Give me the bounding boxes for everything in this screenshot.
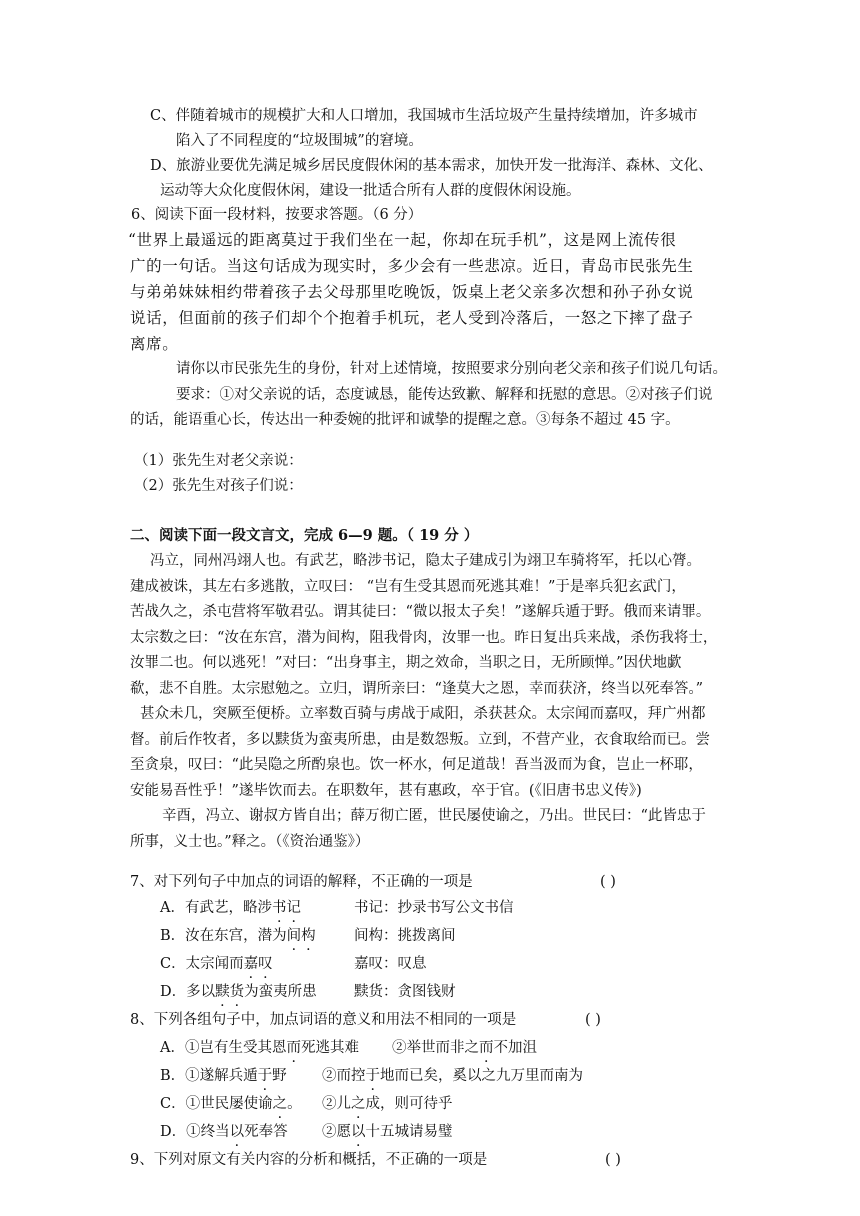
q7-option-a-explanation: 书记：抄录书写公文书信 — [354, 900, 514, 916]
q9-answer-paren: ( ) — [605, 1152, 621, 1168]
q8-option-d: D．①终当以死奉答 — [160, 1124, 288, 1140]
q8-title: 8、下列各组句子中，加点词语的意义和用法不相同的一项是 — [130, 1012, 517, 1028]
q6-material-line: “世界上最遥远的距离莫过于我们坐在一起，你却在玩手机”，这是网上流传很 — [128, 231, 677, 249]
classical-text-line: 冯立，同州冯翊人也。有武艺，略涉书记，隐太子建成引为翊卫车骑将军，托以心膂。 — [150, 553, 701, 569]
q8-option-b: B．①遂解兵遁于野 — [160, 1068, 287, 1084]
classical-text-line: 甚众未几，突厥至便桥。立率数百骑与虏战于咸阳，杀获甚众。太宗闻而嘉叹，拜广州都 — [140, 706, 706, 722]
classical-text-line: 苦战久之，杀屯营将军敬君弘。谓其徒曰：“微以报太子矣！”遂解兵遁于野。俄而来请罪。 — [130, 604, 711, 620]
dotted-char: 叹 — [258, 956, 273, 972]
section-2-title: 二、阅读下面一段文言文，完成 6—9 题。（ 19 分 ） — [130, 527, 479, 544]
q6-material-line: 广的一句话。当这句话成为现实时，多少会有一些悲凉。近日，青岛市民张先生 — [130, 257, 694, 275]
q6-answer-1-label: （1）张先生对老父亲说： — [134, 453, 303, 469]
q6-material-line: 说话，但面前的孩子们却个个抱着手机玩，老人受到冷落后，一怒之下摔了盘子 — [130, 309, 694, 327]
classical-text-line: 安能易吾性乎！”遂毕饮而去。在职数年，甚有惠政，卒于官。(《旧唐书忠义传》) — [130, 783, 642, 799]
classical-text-line: 至贪泉，叹曰：“此吴隐之所酌泉也。饮一杯水，何足道哉！吾当汲而为食，岂止一杯耶， — [130, 757, 703, 773]
q7-title: 7、对下列句子中加点的词语的解释，不正确的一项是 — [130, 874, 473, 890]
dotted-char: 黩 — [215, 984, 230, 1000]
q7-option-a: A．有武艺，略涉书记 — [160, 900, 301, 916]
q7-option-b-explanation: 间构：挑拨离间 — [354, 928, 456, 944]
classical-text-line: 督。前后作牧者，多以黩货为蛮夷所患，由是数怨叛。立到，不营产业，衣食取给而已。尝 — [130, 732, 710, 748]
dotted-char: 嘉 — [243, 956, 259, 972]
q7-option-d-explanation: 黩货：贪图钱财 — [354, 984, 456, 1000]
classical-text-line: 汝罪二也。何以逃死！”对曰：“出身事主，期之效命，当职之日，无所顾惮。”因伏地歔 — [130, 655, 682, 671]
dotted-char: 书 — [271, 900, 287, 916]
q6-material-line: 与弟弟妹妹相约带着孩子去父母那里吃晚饭，饭桌上老父亲多次想和孙子孙女说 — [130, 283, 694, 301]
q8-option-d-second: ②愿以十五城请易璧 — [322, 1124, 453, 1140]
q8-answer-paren: ( ) — [585, 1012, 601, 1028]
q8-option-a-second: ②举世而非之而不加沮 — [392, 1040, 537, 1056]
dotted-char: 构 — [301, 928, 316, 944]
q8-option-b-second: ②而控于地而已矣，奚以之九万里而南为 — [322, 1068, 583, 1084]
q6-title: 6、阅读下面一段材料，按要求答题。（6 分） — [131, 207, 423, 223]
q9-title: 9、下列对原文有关内容的分析和概括，不正确的一项是 — [130, 1152, 488, 1168]
q7-option-c: C．太宗闻而嘉叹 — [160, 956, 273, 972]
q8-option-c-second: ②儿之成，则可待乎 — [322, 1096, 453, 1112]
dotted-char: 以 — [229, 1124, 245, 1140]
dotted-char: 货 — [229, 984, 245, 1000]
dotted-char: 于 — [365, 1068, 380, 1084]
classical-text-line: 太宗数之曰：“汝在东宫，潜为间构，阻我骨肉，汝罪一也。昨日复出兵来战，杀伤我将士， — [130, 630, 718, 646]
q7-option-c-explanation: 嘉叹：叹息 — [354, 956, 427, 972]
classical-text-line: 欷，悲不自胜。太宗慰勉之。立归，谓所亲曰：“逢莫大之恩，幸而获济，终当以死奉答。” — [130, 681, 704, 697]
q6-instruction: 请你以市民张先生的身份，针对上述情境，按照要求分别向老父亲和孩子们说几句话。 — [176, 361, 727, 377]
option-d-line1: D、旅游业要优先满足城乡居民度假休闲的基本需求，加快开发一批海洋、森林、文化、 — [150, 158, 713, 174]
classical-text-line: 建成被诛，其左右多逃散，立叹曰： “岂有生受其恩而死逃其难！”于是率兵犯玄武门， — [130, 579, 686, 595]
q6-answer-2-label: （2）张先生对孩子们说： — [134, 478, 303, 494]
q7-option-b: B．汝在东宫，潜为间构 — [160, 928, 316, 944]
dotted-char: 而 — [479, 1040, 494, 1056]
classical-text-line: 辛酉，冯立、谢叔方皆自出；薛万彻亡匿，世民屡使谕之，乃出。世民曰：“此皆忠于 — [162, 808, 706, 824]
q6-requirement-line2: 的话，能语重心长，传达出一种委婉的批评和诚挚的提醒之意。③每条不超过 45 字。 — [130, 412, 680, 428]
option-c-line2: 陷入了不同程度的“垃圾围城”的窘境。 — [176, 133, 423, 149]
q7-option-d: D．多以黩货为蛮夷所患 — [160, 984, 317, 1000]
q8-option-c: C．①世民屡使谕之。 — [160, 1096, 302, 1112]
q8-option-a: A．①岂有生受其恩而死逃其难 — [160, 1040, 359, 1056]
dotted-char: 记 — [286, 900, 301, 916]
dotted-char: 间 — [286, 928, 302, 944]
q7-answer-paren: ( ) — [600, 874, 616, 890]
option-c-line1: C、伴随着城市的规模扩大和人口增加，我国城市生活垃圾产生量持续增加，许多城市 — [150, 108, 698, 124]
option-d-line2: 运动等大众化度假休闲，建设一批适合所有人群的度假休闲设施。 — [160, 183, 581, 199]
q6-requirement-line1: 要求：①对父亲说的话，态度诚恳，能传达致歉、解释和抚慰的意思。②对孩子们说 — [176, 387, 713, 403]
dotted-char: 而 — [286, 1040, 301, 1056]
classical-text-line: 所事，义士也。”释之。（《资治通鉴》） — [130, 834, 370, 850]
dotted-char: 以 — [351, 1124, 366, 1140]
dotted-char: 之 — [272, 1096, 288, 1112]
dotted-char: 之 — [351, 1096, 366, 1112]
dotted-char: 于 — [257, 1068, 273, 1084]
q6-material-line: 离席。 — [130, 335, 179, 353]
